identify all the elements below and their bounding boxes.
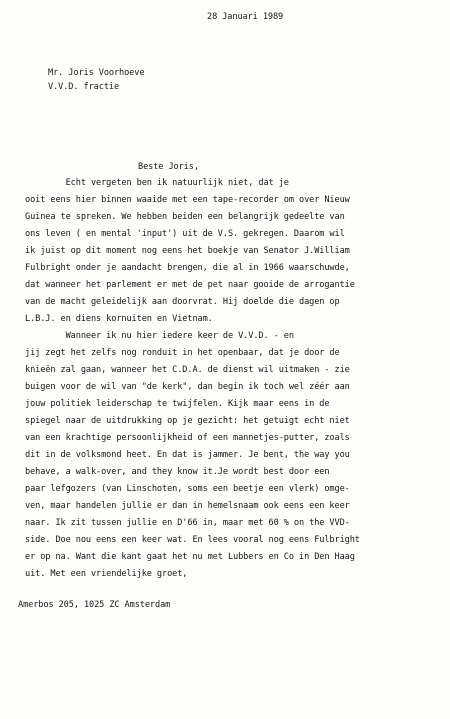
body-line: van een krachtige persoonlijkheid of een mannetjes-putter, zoals [25, 433, 350, 443]
body-line: ven, maar handelen jullie er dan in hemelsnaam ook eens een keer [25, 501, 350, 511]
body-line: ooit eens hier binnen waaide met een tape-recorder om over Nieuw [25, 195, 350, 205]
recipient-organization: V.V.D. fractie [48, 82, 120, 92]
body-line: Guinea te spreken. We hebben beiden een belangrijk gedeelte van [25, 212, 345, 222]
salutation: Beste Joris, [138, 162, 199, 172]
letter-date: 28 Januari 1989 [207, 12, 284, 22]
body-line: behave, a walk-over, and they know it.Je wordt best door een [25, 467, 330, 477]
body-line: ons leven ( en mental 'input') uit de V.S. gekregen. Daarom wil [25, 229, 345, 239]
body-line: spiegel naar de uitdrukking op je gezicht: het getuigt echt niet [25, 416, 350, 426]
body-line: er op na. Want die kant gaat het nu met Lubbers en Co in Den Haag [25, 552, 355, 562]
recipient-name: Mr. Joris Voorhoeve [48, 68, 145, 78]
body-line: naar. Ik zit tussen jullie en D'66 in, maar met 60 % on the VVD- [25, 518, 350, 528]
body-line: ik juist op dit moment nog eens het boekje van Senator J.William [25, 246, 350, 256]
body-line: van de macht geleidelijk aan doorvrat. Hij doelde die dagen op [25, 297, 340, 307]
body-line: uit. Met een vriendelijke groet, [25, 569, 188, 579]
sender-address: Amerbos 205, 1025 ZC Amsterdam [18, 600, 171, 610]
body-line: Wanneer ik nu hier iedere keer de V.V.D. - en [25, 331, 294, 341]
body-line: L.B.J. en diens kornuiten en Vietnam. [25, 314, 213, 324]
body-line: paar lefgozers (van Linschoten, soms een beetje een vlerk) omge- [25, 484, 350, 494]
body-line: buigen voor de wil van "de kerk", dan begin ik toch wel zéér aan [25, 382, 350, 392]
body-line: jij zegt het zelfs nog ronduit in het openbaar, dat je door de [25, 348, 340, 358]
body-line: knieën zal gaan, wanneer het C.D.A. de dienst wil uitmaken - zie [25, 365, 350, 375]
body-line: jouw politiek leiderschap te twijfelen. Kijk maar eens in de [25, 399, 330, 409]
body-line: dat wanneer het parlement er met de pet naar gooide de arrogantie [25, 280, 355, 290]
body-line: Echt vergeten ben ik natuurlijk niet, dat je [25, 178, 289, 188]
body-line: dit in de volksmond heet. En dat is jammer. Je bent, the way you [25, 450, 350, 460]
body-line: Fulbright onder je aandacht brengen, die al in 1966 waarschuwde, [25, 263, 350, 273]
body-line: side. Doe nou eens een keer wat. En lees vooral nog eens Fulbright [25, 535, 360, 545]
